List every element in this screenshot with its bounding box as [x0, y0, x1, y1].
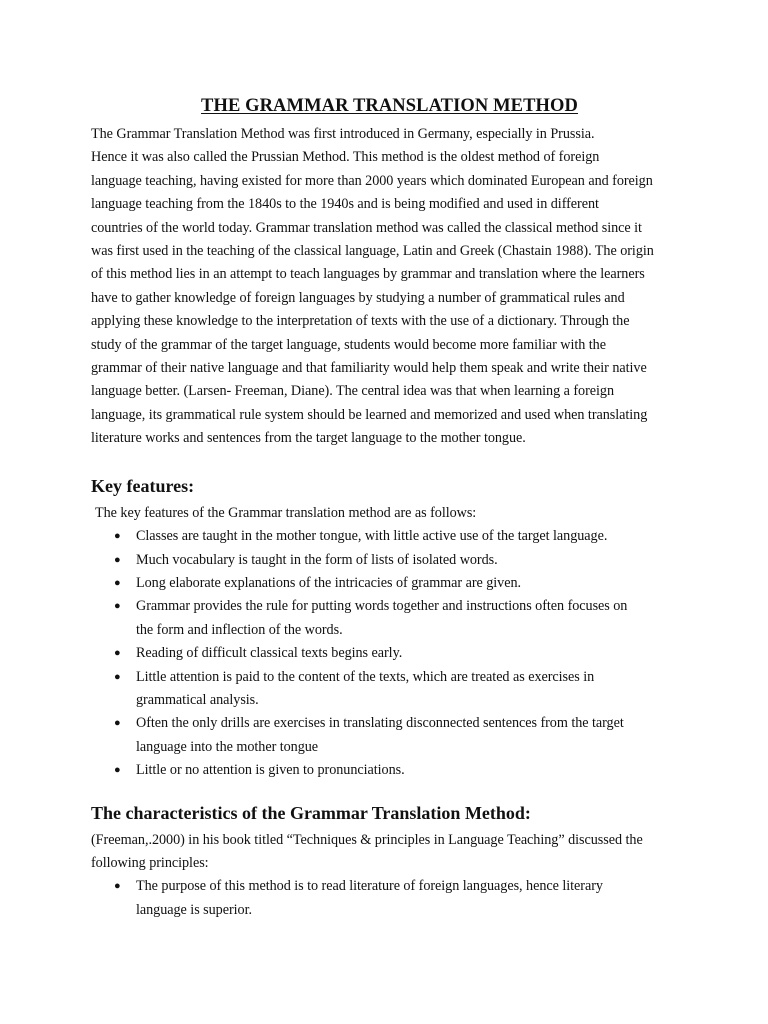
list-item: ● Long elaborate explanations of the intricacies of grammar are given.	[91, 572, 688, 595]
bullet-icon: ●	[114, 600, 121, 613]
intro-line: applying these knowledge to the interpretation of texts with the use of a dictionary. Through the	[91, 313, 630, 330]
bullet-icon: ●	[114, 530, 121, 543]
intro-line: language, its grammatical rule system should be learned and memorized and used when translating	[91, 406, 648, 423]
list-item: ● Little or no attention is given to pronunciations.	[91, 759, 688, 782]
intro-line: language teaching, having existed for more than 2000 years which dominated European and foreign	[91, 172, 653, 189]
intro-line: The Grammar Translation Method was first introduced in Germany, especially in Prussia.	[91, 126, 595, 142]
list-item: ● Grammar provides the rule for putting words together and instructions often focuses on the form and inflection of the words.	[91, 595, 688, 642]
intro-line: language better. (Larsen- Freeman, Diane). The central idea was that when learning a foreign	[91, 383, 614, 400]
list-item: ● Often the only drills are exercises in translating disconnected sentences from the target language into the mother tongue	[91, 712, 688, 759]
characteristics-intro: (Freeman,.2000) in his book titled “Techniques & principles in Language Teaching” discussed the following principles:	[91, 831, 643, 871]
intro-line: Hence it was also called the Prussian Method. This method is the oldest method of foreign	[91, 149, 600, 166]
intro-paragraph	[91, 123, 688, 451]
intro-line: have to gather knowledge of foreign languages by studying a number of grammatical rules and	[91, 289, 625, 306]
list-item: ● The purpose of this method is to read literature of foreign languages, hence literary language is superior.	[91, 875, 688, 922]
list-item: ● Classes are taught in the mother tongue, with little active use of the target language.	[91, 525, 688, 548]
bullet-icon: ●	[114, 670, 121, 683]
characteristics-heading: The characteristics of the Grammar Translation Method:	[91, 802, 531, 823]
document-title: THE GRAMMAR TRANSLATION METHOD	[201, 96, 578, 116]
intro-line: grammar of their native language and that familiarity would help them speak and write their native	[91, 360, 647, 377]
list-item: ● Reading of difficult classical texts begins early.	[91, 642, 688, 665]
bullet-icon: ●	[114, 647, 121, 660]
intro-line: of this method lies in an attempt to teach languages by grammar and translation where the learners	[91, 266, 645, 283]
key-features-heading: Key features:	[91, 475, 195, 496]
list-item: ● Much vocabulary is taught in the form of lists of isolated words.	[91, 549, 688, 572]
characteristics-list	[91, 875, 688, 922]
intro-line: literature works and sentences from the target language to the mother tongue.	[91, 430, 526, 447]
intro-line: language teaching from the 1840s to the 1940s and is being modified and used in different	[91, 196, 599, 213]
bullet-icon: ●	[114, 717, 121, 730]
key-features-intro: The key features of the Grammar translation method are as follows:	[95, 504, 477, 521]
bullet-icon: ●	[114, 764, 121, 777]
intro-line: was first used in the teaching of the classical language, Latin and Greek (Chastain 1988). The origin	[91, 243, 654, 260]
bullet-icon: ●	[114, 880, 121, 893]
bullet-icon: ●	[114, 553, 121, 566]
key-features-list	[91, 525, 688, 782]
bullet-icon: ●	[114, 576, 121, 589]
list-item: ● Little attention is paid to the content of the texts, which are treated as exercises in grammatical analysis.	[91, 666, 688, 713]
intro-line: study of the grammar of the target language, students would become more familiar with the	[91, 336, 606, 353]
intro-line: countries of the world today. Grammar translation method was called the classical method since it	[91, 219, 642, 236]
